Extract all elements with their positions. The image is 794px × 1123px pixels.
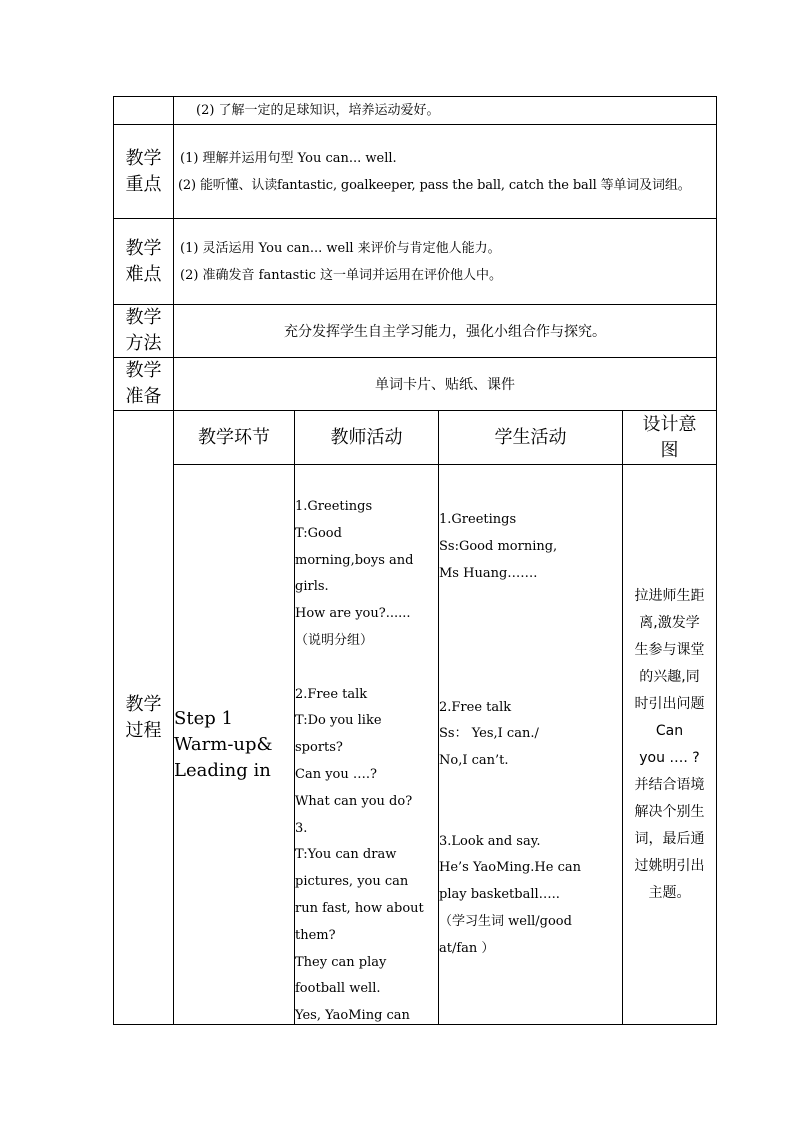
student-activity-line — [439, 668, 622, 695]
difficult-point-line: (1) 灵活运用 You can... well 来评价与肯定他人能力。 — [180, 240, 501, 256]
step1-design-intent — [623, 465, 717, 1025]
difficult-points-row — [114, 219, 717, 305]
teacher-activity-line: sports? — [295, 740, 343, 756]
student-activity-line: Ms Huang……. — [439, 565, 538, 581]
student-activity-line — [439, 775, 622, 802]
header-student-activity: 学生活动 — [439, 411, 623, 465]
student-activity-line: at/fan ） — [439, 940, 495, 956]
goal-label-cell — [114, 97, 174, 125]
preparation-label: 教学 准备 — [114, 358, 174, 411]
teacher-activity-line — [295, 655, 438, 682]
key-points-row — [114, 125, 717, 219]
teacher-activity-line: Yes, YaoMing can — [295, 1008, 410, 1024]
teacher-activity-line: T:Good — [295, 525, 342, 541]
teacher-activity-line: 2.Free talk — [295, 686, 368, 702]
method-row — [114, 305, 717, 358]
student-lines — [439, 465, 622, 1024]
teacher-activity-line: They can play — [295, 954, 387, 970]
student-activity-line: Ss:Good morning, — [439, 538, 558, 554]
key-points-label: 教学 重点 — [114, 125, 174, 219]
step1-title: Step 1 Warm-up& Leading in — [174, 465, 295, 1025]
teacher-activity-line: Can you ….? — [295, 766, 377, 782]
difficult-points-label: 教学 难点 — [114, 219, 174, 305]
student-activity-line — [439, 587, 622, 614]
step1-teacher-activity — [295, 465, 439, 1025]
goal-row — [114, 97, 717, 125]
student-activity-line — [439, 802, 622, 829]
design-intent-line: 过姚明引出 — [634, 857, 705, 874]
lesson-plan-table — [113, 96, 717, 1025]
teacher-activity-line: pictures, you can — [295, 874, 409, 890]
teacher-activity-line: T:Do you like — [295, 713, 382, 729]
step1-row — [114, 465, 717, 1025]
difficult-points-content — [174, 219, 717, 305]
design-intent-line: Can — [655, 722, 684, 739]
teacher-activity-line: girls. — [295, 579, 329, 595]
teacher-activity-line: run fast, how about — [295, 900, 424, 916]
design-intent-line: 离,激发学 — [639, 614, 700, 631]
design-intent-line: 并结合语境 — [634, 776, 705, 793]
step1-student-activity — [439, 465, 623, 1025]
teacher-lines — [295, 465, 438, 1024]
key-points-content — [174, 125, 717, 219]
design-intent-line: you …. ? — [639, 749, 700, 766]
preparation-text: 单词卡片、贴纸、课件 — [174, 358, 717, 411]
teacher-activity-line: 1.Greetings — [295, 499, 373, 514]
student-activity-line: No,I can’t. — [439, 753, 509, 769]
header-stage: 教学环节 — [174, 411, 295, 465]
header-design-intent: 设计意 图 — [623, 411, 717, 465]
key-point-line: (1) 理解并运用句型 You can... well. — [180, 150, 397, 166]
design-intent-line: 生参与课堂 — [634, 641, 705, 658]
design-intent-line: 拉进师生距 — [634, 587, 705, 604]
student-activity-line: 1.Greetings — [439, 512, 517, 527]
header-teacher-activity: 教师活动 — [295, 411, 439, 465]
design-intent-line: 解决个别生 — [634, 803, 705, 820]
process-header-row — [114, 411, 717, 465]
teacher-activity-line: morning,boys and — [295, 552, 414, 568]
teacher-activity-line: How are you?...... — [295, 606, 411, 622]
student-activity-line — [439, 614, 622, 641]
design-intent-line: 时引出问题 — [634, 695, 705, 712]
design-intent-line: 主题。 — [648, 884, 691, 901]
teacher-activity-line: （说明分组） — [295, 632, 374, 648]
preparation-row — [114, 358, 717, 411]
teacher-activity-line: them? — [295, 927, 336, 943]
goal-text: (2) 了解一定的足球知识，培养运动爱好。 — [174, 97, 717, 125]
student-activity-line: play basketball….. — [439, 887, 560, 903]
method-text: 充分发挥学生自主学习能力，强化小组合作与探究。 — [174, 305, 717, 358]
design-intent-line: 词，最后通 — [634, 830, 705, 847]
design-intent-line: 的兴趣,同 — [639, 668, 700, 685]
student-activity-line: （学习生词 well/good — [439, 913, 572, 929]
method-label: 教学 方法 — [114, 305, 174, 358]
process-label: 教学 过程 — [114, 411, 174, 1025]
teacher-activity-line: football well. — [295, 981, 381, 997]
student-activity-line: 2.Free talk — [439, 699, 512, 715]
intent-lines — [623, 583, 716, 907]
difficult-point-line: (2) 准确发音 fantastic 这一单词并运用在评价他人中。 — [180, 267, 503, 283]
student-activity-line: 3.Look and say. — [439, 833, 541, 849]
key-point-line: (2) 能听懂、认读fantastic, goalkeeper, pass the ball, catch the ball 等单词及词组。 — [178, 177, 691, 193]
teacher-activity-line: What can you do? — [295, 793, 413, 809]
teacher-activity-line: 3. — [295, 820, 308, 836]
student-activity-line: Ss： Yes,I can./ — [439, 726, 539, 742]
teacher-activity-line: T:You can draw — [295, 847, 397, 863]
student-activity-line — [439, 641, 622, 668]
student-activity-line: He’s YaoMing.He can — [439, 860, 581, 876]
